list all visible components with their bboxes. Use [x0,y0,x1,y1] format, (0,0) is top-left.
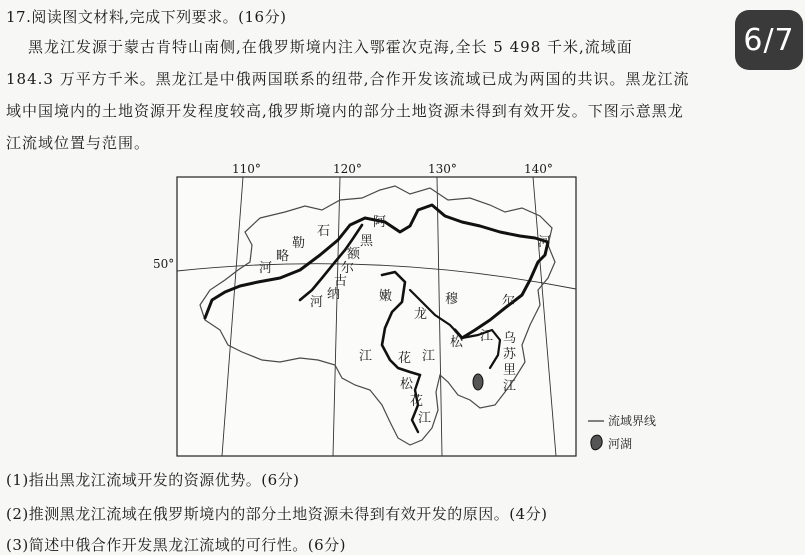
material-paragraph-line: 域中国境内的土地资源开发程度较高,俄罗斯境内的部分土地资源未得到有效开发。下图示意黑龙 [6,102,684,120]
material-paragraph-line: 黑龙江发源于蒙古肯特山南侧,在俄罗斯境内注入鄂霍次克海,全长 5 498 千米,流域面 [28,38,633,56]
legend-lake-swatch [591,435,602,450]
longitude-tick-130: 130° [428,162,457,176]
river-label-char: 石 [317,224,331,239]
river-label-char: 江 [480,329,494,344]
river-label-char: 额 [347,247,361,262]
river-label-char: 纳 [327,287,341,302]
sub-question-3: (3)简述中俄合作开发黑龙江流域的可行性。(6分) [6,536,346,554]
river-label-char: 勒 [292,236,306,251]
river-label-char: 龙 [414,307,428,322]
river-label-char: 花 [398,351,412,366]
river-label-char: 江 [422,349,436,364]
river-label-char: 江 [359,349,373,364]
river-label-char: 河 [259,261,273,276]
longitude-tick-110: 110° [232,162,261,176]
xingkai-lake [473,374,483,390]
river-label-char: 尔 [341,261,355,276]
river-label-char: 江 [503,379,517,394]
river-label-char: 苏 [503,347,517,362]
river-label-char: 阿 [373,215,387,230]
river-label-char: 黑 [360,234,374,249]
page-indicator-badge: 6/7 [735,10,803,70]
river-label-char: 尔 [502,294,516,309]
river-label-char: 穆 [445,292,459,307]
legend-boundary-label: 流域界线 [608,414,657,428]
river-label-char: 嫩 [379,289,393,304]
longitude-tick-120: 120° [333,162,362,176]
sub-question-1: (1)指出黑龙江流域开发的资源优势。(6分) [6,471,300,489]
latitude-tick-50: 50° [153,257,175,271]
river-label-char: 松 [400,377,414,392]
river-label-char: 古 [334,274,348,289]
river-label-char: 花 [410,394,424,409]
material-paragraph-line: 江流域位置与范围。 [6,134,151,152]
river-label-char: 里 [503,363,517,378]
material-paragraph-line: 184.3 万平方千米。黑龙江是中俄两国联系的纽带,合作开发该流域已成为两国的共识。黑龙江流 [6,70,690,88]
river-label-char: 江 [418,411,432,426]
legend-lake-label: 河湖 [608,437,633,451]
river-label-char: 乌 [503,331,517,346]
question-title: 17.阅读图文材料,完成下列要求。(16分) [6,8,287,26]
river-label-char: 河 [310,295,324,310]
river-label-char: 略 [276,249,290,264]
sub-question-2: (2)推测黑龙江流域在俄罗斯境内的部分土地资源未得到有效开发的原因。(4分) [6,505,548,523]
longitude-tick-140: 140° [524,162,553,176]
river-label-char: 松 [450,335,464,350]
river-label-char: 河 [538,235,552,250]
